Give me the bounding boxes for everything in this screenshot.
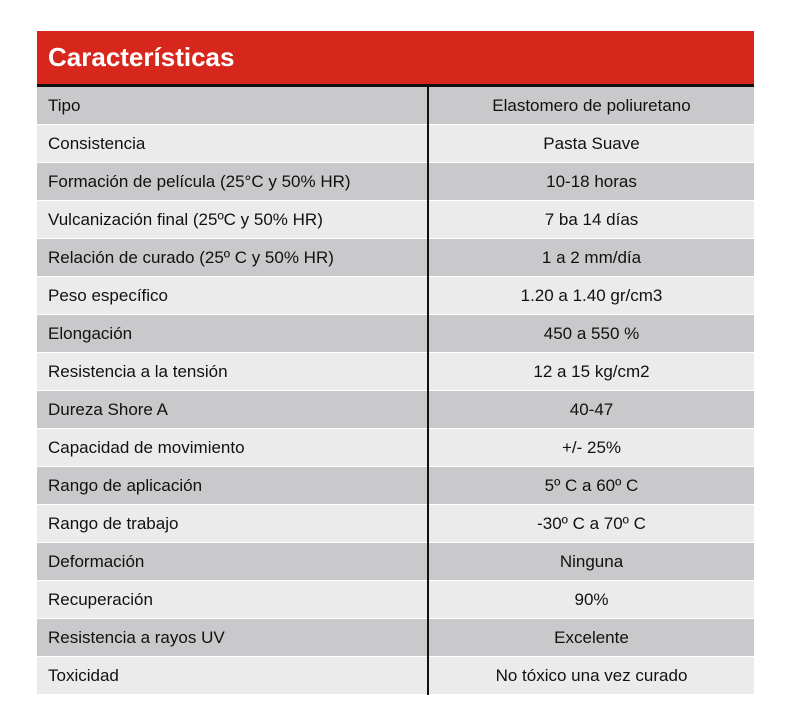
property-value: Ninguna [428, 543, 754, 581]
property-value: 5º C a 60º C [428, 467, 754, 505]
table-row [37, 87, 754, 125]
property-label: Peso específico [37, 277, 428, 315]
property-value: 1 a 2 mm/día [428, 239, 754, 277]
property-label: Recuperación [37, 581, 428, 619]
property-value: +/- 25% [428, 429, 754, 467]
property-value: 450 a 550 % [428, 315, 754, 353]
property-label: Deformación [37, 543, 428, 581]
property-value: 10-18 horas [428, 163, 754, 201]
table-row [37, 239, 754, 277]
table-row [37, 315, 754, 353]
property-label: Consistencia [37, 125, 428, 163]
property-value: Elastomero de poliuretano [428, 87, 754, 125]
table-title: Características [37, 31, 754, 87]
table-row [37, 543, 754, 581]
table-row [37, 277, 754, 315]
property-label: Tipo [37, 87, 428, 125]
table-row [37, 429, 754, 467]
characteristics-table [37, 87, 754, 695]
property-value: -30º C a 70º C [428, 505, 754, 543]
table-row [37, 505, 754, 543]
property-value: 90% [428, 581, 754, 619]
property-label: Relación de curado (25º C y 50% HR) [37, 239, 428, 277]
table-row [37, 581, 754, 619]
table-row [37, 163, 754, 201]
table-row [37, 353, 754, 391]
characteristics-table-body [37, 87, 754, 695]
property-label: Rango de aplicación [37, 467, 428, 505]
property-value: No tóxico una vez curado [428, 657, 754, 695]
property-label: Rango de trabajo [37, 505, 428, 543]
table-row [37, 657, 754, 695]
property-label: Toxicidad [37, 657, 428, 695]
table-row [37, 201, 754, 239]
table-row [37, 619, 754, 657]
property-label: Resistencia a rayos UV [37, 619, 428, 657]
property-label: Capacidad de movimiento [37, 429, 428, 467]
property-value: 12 a 15 kg/cm2 [428, 353, 754, 391]
table-row [37, 391, 754, 429]
property-label: Resistencia a la tensión [37, 353, 428, 391]
table-row [37, 467, 754, 505]
property-value: Pasta Suave [428, 125, 754, 163]
property-value: Excelente [428, 619, 754, 657]
property-value: 7 ba 14 días [428, 201, 754, 239]
property-label: Formación de película (25°C y 50% HR) [37, 163, 428, 201]
property-label: Elongación [37, 315, 428, 353]
property-value: 40-47 [428, 391, 754, 429]
property-label: Dureza Shore A [37, 391, 428, 429]
table-row [37, 125, 754, 163]
property-label: Vulcanización final (25ºC y 50% HR) [37, 201, 428, 239]
characteristics-sheet [37, 31, 754, 695]
property-value: 1.20 a 1.40 gr/cm3 [428, 277, 754, 315]
